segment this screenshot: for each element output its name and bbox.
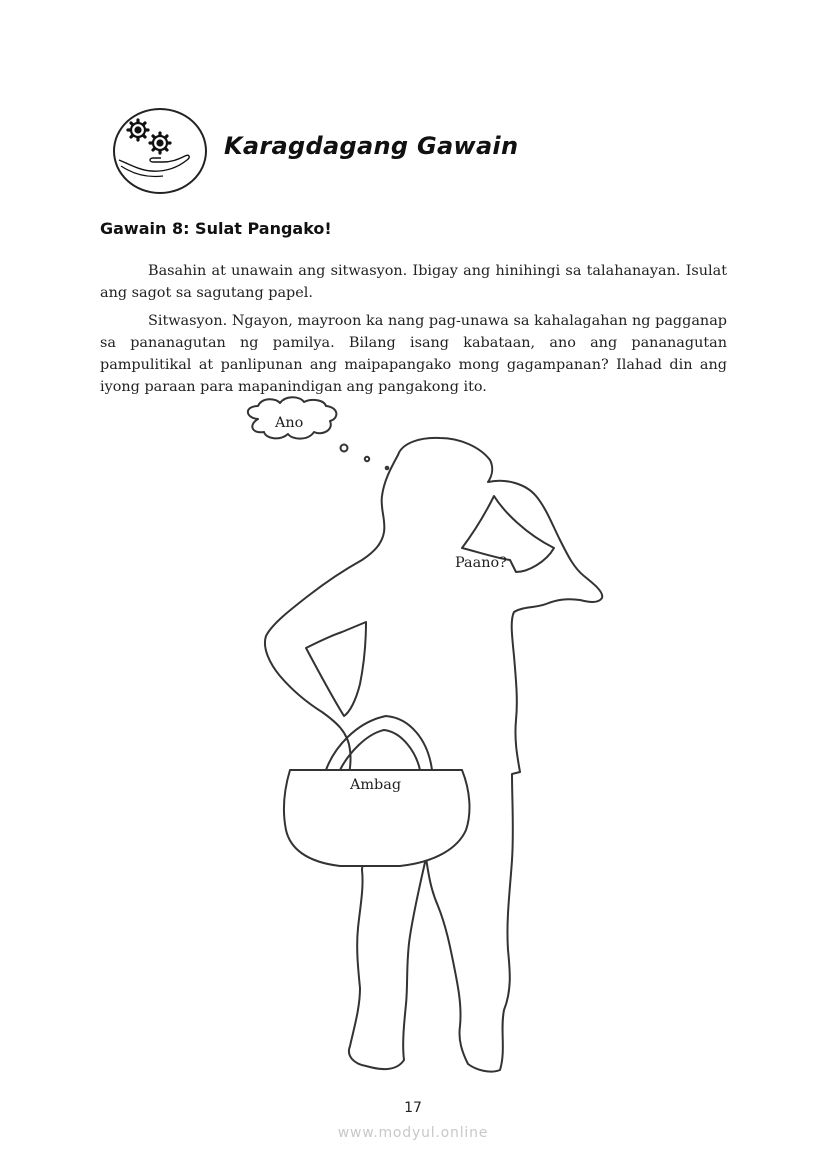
thought-label: Ano [275,415,304,431]
basket-handle-inner [340,730,420,770]
activity-heading: Gawain 8: Sulat Pangako! [100,219,332,238]
person-outline [265,438,602,1072]
page-number: 17 [404,1100,422,1116]
hip-gap-cutout [306,622,366,716]
thought-bubble-large [341,445,348,452]
thought-bubble-small [386,467,389,470]
section-title: Karagdagang Gawain [224,132,519,160]
thought-bubble-medium [365,457,369,461]
basket-label: Ambag [350,777,402,793]
instructions-paragraph: Basahin at unawain ang sitwasyon. Ibigay ang hinihingi sa talahanayan. Isulat ang sagot sa sagutang papel. [100,263,727,301]
situation-paragraph: Sitwasyon. Ngayon, mayroon ka nang pag-unawa sa kahalagahan ng pagganap sa pananagutan ng pamilya. Bilang isang kabataan, ano ang pananagutan pampulitikal at panlipunan ang maipapangako mong gagampanan? Ilahad din ang iyong paraan para mapanindigan ang pangakong ito. [100,313,727,395]
basket-handle-outer [326,716,432,770]
head-label: Paano? [455,555,507,571]
watermark: www.modyul.online [337,1125,489,1141]
